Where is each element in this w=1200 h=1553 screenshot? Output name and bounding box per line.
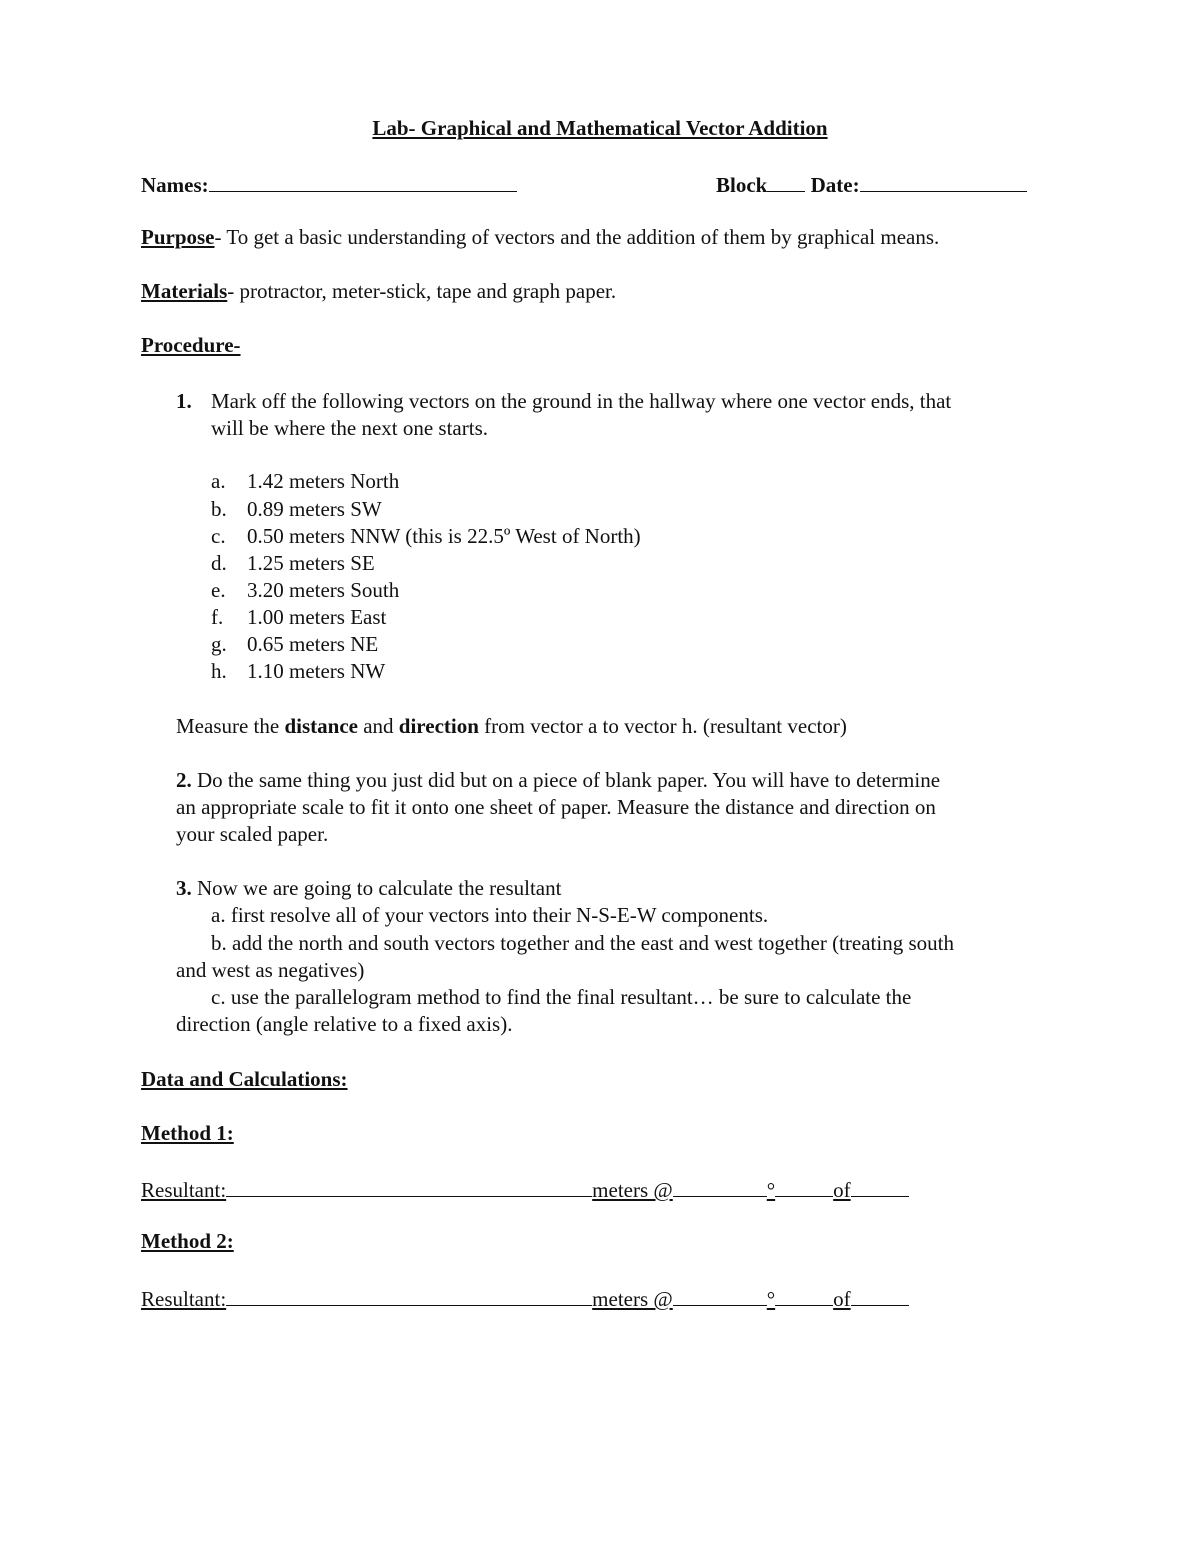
vector-marker-c: c.: [211, 524, 226, 548]
date-label: Date:: [810, 173, 860, 197]
step-2-number: 2.: [176, 768, 192, 792]
vector-text-h: 1.10 meters NW: [247, 659, 386, 683]
purpose-text: - To get a basic understanding of vectors and the addition of them by graphical means.: [214, 225, 940, 249]
block-blank[interactable]: [767, 169, 805, 192]
step-3-text-1: Now we are going to calculate the resultant: [191, 876, 562, 900]
names-label: Names:: [141, 173, 209, 197]
method-2-meters-label: meters @: [592, 1287, 673, 1311]
method-1-heading: Method 1:: [141, 1121, 234, 1145]
method-2-heading: Method 2:: [141, 1229, 234, 1253]
measure-text-3: from vector a to vector h. (resultant vector): [478, 714, 847, 738]
step-2-line-2: an appropriate scale to fit it onto one sheet of paper. Measure the distance and direction on: [176, 795, 936, 819]
materials-line: [141, 278, 616, 305]
vector-marker-a: a.: [211, 469, 226, 493]
step-3-sub-c-line-1: c. use the parallelogram method to find the final resultant… be sure to calculate the: [211, 985, 912, 1009]
method-2-resultant-line: [141, 1283, 909, 1313]
measure-text-1: Measure the: [176, 714, 285, 738]
materials-label: Materials: [141, 279, 228, 303]
materials-text: - protractor, meter-stick, tape and graph paper.: [227, 279, 617, 303]
method-2-angle-blank[interactable]: [673, 1283, 767, 1306]
step-2-line-1: [176, 767, 940, 794]
page-title: Lab- Graphical and Mathematical Vector Addition: [372, 116, 828, 140]
step-3-sub-b-line-1: b. add the north and south vectors together and the east and west together (treating south: [211, 931, 954, 955]
measure-text-2: and: [357, 714, 399, 738]
method-2-degree-symbol: °: [766, 1287, 776, 1311]
vector-marker-b: b.: [211, 497, 227, 521]
step-3-sub-c-line-2: direction (angle relative to a fixed axis).: [176, 1012, 513, 1036]
vector-marker-e: e.: [211, 578, 226, 602]
step-3-number: 3.: [176, 876, 192, 900]
procedure-heading: Procedure-: [141, 333, 241, 357]
step-1-number: 1.: [176, 389, 192, 413]
step-3-sub-a: a. first resolve all of your vectors into their N-S-E-W components.: [211, 903, 769, 927]
vector-marker-h: h.: [211, 659, 227, 683]
vector-text-a: 1.42 meters North: [247, 469, 400, 493]
block-label: Block: [716, 173, 768, 197]
method-1-meters-label: meters @: [592, 1178, 673, 1202]
step-1-line-1: Mark off the following vectors on the ground in the hallway where one vector ends, that: [211, 389, 952, 413]
method-1-resultant-label: Resultant:: [141, 1178, 227, 1202]
method-2-axis-blank[interactable]: [851, 1283, 909, 1306]
method-1-resultant-line: [141, 1174, 909, 1204]
measure-bold-distance: distance: [284, 714, 358, 738]
method-1-magnitude-blank[interactable]: [226, 1174, 592, 1197]
method-1-angle-blank[interactable]: [673, 1174, 767, 1197]
vector-text-c: 0.50 meters NNW (this is 22.5º West of North): [247, 524, 641, 548]
names-blank[interactable]: [209, 169, 517, 192]
step-1-line-2: will be where the next one starts.: [211, 416, 488, 440]
measure-line: [176, 713, 847, 740]
vector-text-b: 0.89 meters SW: [247, 497, 382, 521]
method-1-axis-blank[interactable]: [851, 1174, 909, 1197]
measure-bold-direction: direction: [398, 714, 479, 738]
vector-text-g: 0.65 meters NE: [247, 632, 379, 656]
step-2-text-1: Do the same thing you just did but on a piece of blank paper. You will have to determine: [191, 768, 941, 792]
names-row: [141, 169, 517, 199]
method-1-of-label: of: [833, 1178, 851, 1202]
purpose-label: Purpose: [141, 225, 215, 249]
vector-text-d: 1.25 meters SE: [247, 551, 375, 575]
vector-marker-g: g.: [211, 632, 227, 656]
vector-text-f: 1.00 meters East: [247, 605, 387, 629]
method-1-direction-blank[interactable]: [775, 1174, 833, 1197]
block-date-row: [716, 169, 1027, 199]
method-2-resultant-label: Resultant:: [141, 1287, 227, 1311]
method-2-direction-blank[interactable]: [775, 1283, 833, 1306]
vector-marker-f: f.: [211, 605, 224, 629]
method-2-magnitude-blank[interactable]: [226, 1283, 592, 1306]
method-2-of-label: of: [833, 1287, 851, 1311]
step-3-sub-b-line-2: and west as negatives): [176, 958, 365, 982]
step-3-line-1: [176, 875, 561, 902]
data-calculations-heading: Data and Calculations:: [141, 1067, 348, 1091]
date-blank[interactable]: [860, 169, 1027, 192]
method-1-degree-symbol: °: [766, 1178, 776, 1202]
vector-marker-d: d.: [211, 551, 227, 575]
vector-text-e: 3.20 meters South: [247, 578, 400, 602]
purpose-line: [141, 224, 939, 251]
step-2-line-3: your scaled paper.: [176, 822, 329, 846]
